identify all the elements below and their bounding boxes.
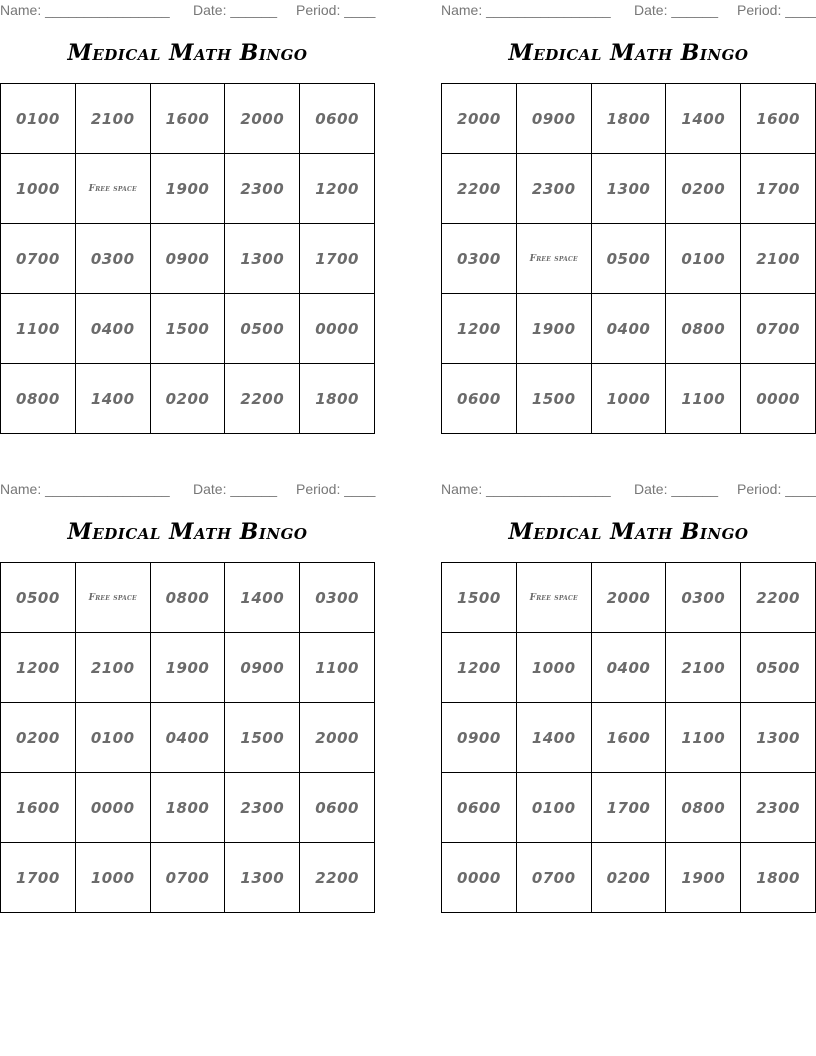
bingo-cell: 1200 bbox=[1, 633, 76, 703]
bingo-cell: 1800 bbox=[151, 773, 226, 843]
bingo-cell: 2100 bbox=[741, 224, 816, 294]
bingo-cell: 2300 bbox=[225, 154, 300, 224]
card-header bbox=[0, 2, 375, 20]
bingo-cell: 1900 bbox=[517, 294, 592, 364]
bingo-cell: 1500 bbox=[442, 563, 517, 633]
bingo-cell: 0900 bbox=[517, 84, 592, 154]
bingo-cell: 0100 bbox=[76, 703, 151, 773]
bingo-cell: 0300 bbox=[76, 224, 151, 294]
free-space-cell: Free space bbox=[76, 563, 151, 633]
date-field: Date: ______ bbox=[634, 2, 719, 18]
bingo-cell: 1800 bbox=[592, 84, 667, 154]
bingo-card-1 bbox=[0, 0, 375, 434]
bingo-cell: 0100 bbox=[517, 773, 592, 843]
bingo-cell: 0300 bbox=[300, 563, 375, 633]
bingo-cell: 1200 bbox=[442, 633, 517, 703]
bingo-cell: 1400 bbox=[517, 703, 592, 773]
bingo-cell: 2300 bbox=[225, 773, 300, 843]
bingo-cell: 1400 bbox=[225, 563, 300, 633]
bingo-cell: 1300 bbox=[225, 843, 300, 913]
date-field: Date: ______ bbox=[193, 481, 278, 497]
bingo-cell: 2200 bbox=[300, 843, 375, 913]
bingo-cell: 1700 bbox=[741, 154, 816, 224]
bingo-cell: 1600 bbox=[741, 84, 816, 154]
bingo-cell: 2000 bbox=[592, 563, 667, 633]
bingo-cell: 0500 bbox=[1, 563, 76, 633]
bingo-cell: 1200 bbox=[300, 154, 375, 224]
bingo-cell: 1100 bbox=[666, 703, 741, 773]
date-field: Date: ______ bbox=[634, 481, 719, 497]
bingo-cell: 0500 bbox=[592, 224, 667, 294]
bingo-cell: 1300 bbox=[592, 154, 667, 224]
bingo-cell: 0400 bbox=[76, 294, 151, 364]
name-field: Name: ________________ bbox=[441, 2, 611, 18]
free-space-cell: Free space bbox=[76, 154, 151, 224]
bingo-cell: 1700 bbox=[300, 224, 375, 294]
bingo-cell: 1400 bbox=[76, 364, 151, 434]
bingo-cell: 1900 bbox=[151, 633, 226, 703]
bingo-cell: 1800 bbox=[741, 843, 816, 913]
bingo-grid bbox=[0, 83, 375, 434]
bingo-grid bbox=[0, 562, 375, 913]
bingo-cell: 1100 bbox=[300, 633, 375, 703]
bingo-cell: 0900 bbox=[151, 224, 226, 294]
card-title: Medical Math Bingo bbox=[67, 40, 308, 66]
bingo-cell: 0800 bbox=[666, 294, 741, 364]
bingo-cell: 1300 bbox=[225, 224, 300, 294]
bingo-cell: 0200 bbox=[1, 703, 76, 773]
bingo-cell: 0000 bbox=[300, 294, 375, 364]
bingo-cell: 0300 bbox=[442, 224, 517, 294]
bingo-cell: 0800 bbox=[1, 364, 76, 434]
name-field: Name: ________________ bbox=[0, 481, 170, 497]
bingo-cell: 1900 bbox=[151, 154, 226, 224]
bingo-cell: 0800 bbox=[151, 563, 226, 633]
bingo-cell: 0600 bbox=[442, 364, 517, 434]
name-field: Name: ________________ bbox=[441, 481, 611, 497]
bingo-cell: 1000 bbox=[1, 154, 76, 224]
bingo-cell: 0700 bbox=[151, 843, 226, 913]
bingo-cell: 1500 bbox=[151, 294, 226, 364]
period-field: Period: ____ bbox=[296, 481, 376, 497]
bingo-cell: 0700 bbox=[1, 224, 76, 294]
bingo-cell: 0500 bbox=[225, 294, 300, 364]
bingo-cell: 0500 bbox=[741, 633, 816, 703]
bingo-cell: 2200 bbox=[225, 364, 300, 434]
bingo-cell: 1600 bbox=[1, 773, 76, 843]
bingo-cell: 1500 bbox=[517, 364, 592, 434]
bingo-cell: 2100 bbox=[666, 633, 741, 703]
bingo-cell: 2000 bbox=[300, 703, 375, 773]
period-field: Period: ____ bbox=[737, 481, 816, 497]
bingo-cell: 2300 bbox=[741, 773, 816, 843]
bingo-grid bbox=[441, 562, 816, 913]
bingo-card-4 bbox=[441, 479, 816, 913]
bingo-cell: 1500 bbox=[225, 703, 300, 773]
card-header bbox=[441, 2, 816, 20]
card-title: Medical Math Bingo bbox=[508, 40, 749, 66]
name-field: Name: ________________ bbox=[0, 2, 170, 18]
bingo-cell: 0600 bbox=[300, 84, 375, 154]
bingo-cell: 0700 bbox=[741, 294, 816, 364]
bingo-cell: 0200 bbox=[151, 364, 226, 434]
bingo-cell: 1400 bbox=[666, 84, 741, 154]
bingo-card-3 bbox=[0, 479, 375, 913]
free-space-cell: Free space bbox=[517, 224, 592, 294]
bingo-cell: 0100 bbox=[666, 224, 741, 294]
bingo-cell: 1600 bbox=[592, 703, 667, 773]
bingo-cell: 1100 bbox=[1, 294, 76, 364]
period-field: Period: ____ bbox=[737, 2, 816, 18]
bingo-cell: 2100 bbox=[76, 633, 151, 703]
bingo-cell: 0100 bbox=[1, 84, 76, 154]
bingo-cell: 1300 bbox=[741, 703, 816, 773]
bingo-cell: 0200 bbox=[666, 154, 741, 224]
bingo-cell: 1000 bbox=[517, 633, 592, 703]
card-title: Medical Math Bingo bbox=[67, 519, 308, 545]
bingo-cell: 1100 bbox=[666, 364, 741, 434]
bingo-cell: 1900 bbox=[666, 843, 741, 913]
bingo-cell: 1700 bbox=[1, 843, 76, 913]
bingo-cell: 2000 bbox=[442, 84, 517, 154]
bingo-cell: 2300 bbox=[517, 154, 592, 224]
bingo-cell: 0400 bbox=[592, 294, 667, 364]
bingo-cell: 1000 bbox=[76, 843, 151, 913]
bingo-cell: 0800 bbox=[666, 773, 741, 843]
bingo-cell: 0300 bbox=[666, 563, 741, 633]
bingo-cell: 1800 bbox=[300, 364, 375, 434]
bingo-cell: 0000 bbox=[76, 773, 151, 843]
bingo-cell: 1700 bbox=[592, 773, 667, 843]
card-header bbox=[0, 481, 375, 499]
bingo-cell: 2200 bbox=[442, 154, 517, 224]
bingo-cell: 1000 bbox=[592, 364, 667, 434]
bingo-cell: 2000 bbox=[225, 84, 300, 154]
bingo-cell: 0900 bbox=[442, 703, 517, 773]
bingo-cell: 0600 bbox=[300, 773, 375, 843]
bingo-cell: 2200 bbox=[741, 563, 816, 633]
bingo-cell: 2100 bbox=[76, 84, 151, 154]
bingo-cell: 1200 bbox=[442, 294, 517, 364]
bingo-card-2 bbox=[441, 0, 816, 434]
bingo-cell: 0400 bbox=[592, 633, 667, 703]
bingo-cell: 0200 bbox=[592, 843, 667, 913]
bingo-cell: 0000 bbox=[442, 843, 517, 913]
bingo-cell: 0600 bbox=[442, 773, 517, 843]
bingo-cell: 0900 bbox=[225, 633, 300, 703]
bingo-cell: 0000 bbox=[741, 364, 816, 434]
bingo-grid bbox=[441, 83, 816, 434]
card-title: Medical Math Bingo bbox=[508, 519, 749, 545]
bingo-cell: 0700 bbox=[517, 843, 592, 913]
card-header bbox=[441, 481, 816, 499]
bingo-cell: 1600 bbox=[151, 84, 226, 154]
period-field: Period: ____ bbox=[296, 2, 376, 18]
bingo-cell: 0400 bbox=[151, 703, 226, 773]
date-field: Date: ______ bbox=[193, 2, 278, 18]
free-space-cell: Free space bbox=[517, 563, 592, 633]
